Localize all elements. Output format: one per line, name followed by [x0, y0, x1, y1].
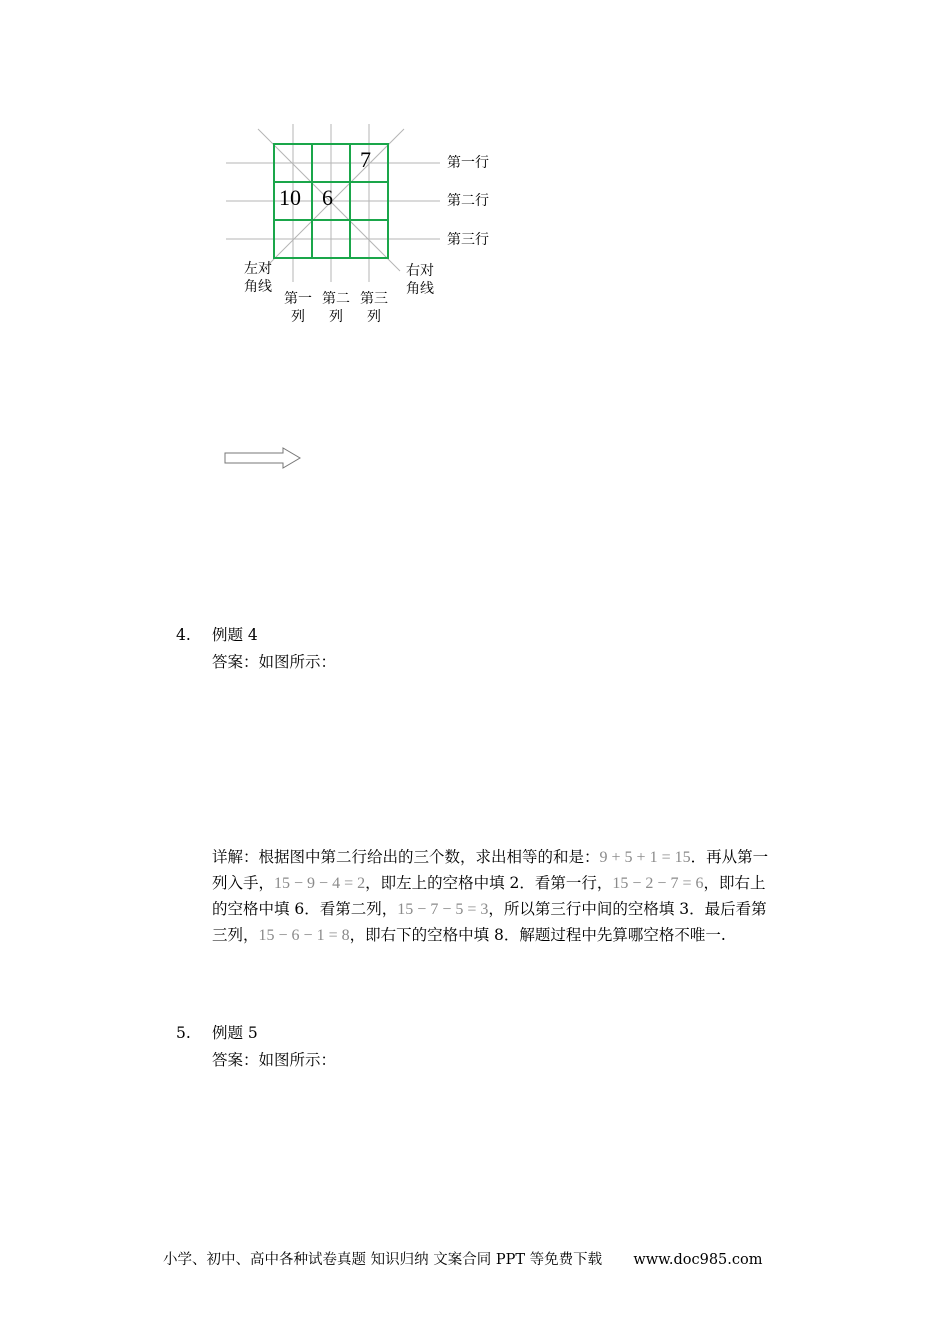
- right-diagonal-label: 右对 角线: [406, 263, 434, 297]
- col-label-2: 第二 列: [322, 291, 350, 325]
- cell-r2c2: 6: [322, 185, 333, 210]
- section4-number: 4.: [176, 626, 191, 644]
- section5-answer: 答案：如图所示：: [212, 1051, 337, 1069]
- magic-square-diagram: [0, 0, 950, 360]
- right-arrow-icon: [220, 444, 306, 472]
- equation-3: 15 − 2 − 7 = 6: [612, 875, 704, 892]
- row-label-3: 第三行: [447, 232, 489, 248]
- equation-5: 15 − 6 − 1 = 8: [258, 927, 350, 944]
- section5-title: 例题 5: [212, 1024, 258, 1042]
- row-label-1: 第一行: [447, 155, 489, 171]
- footer-url[interactable]: www.doc985.com: [633, 1252, 763, 1268]
- cell-r1c3: 7: [360, 147, 371, 172]
- col-label-1: 第一 列: [284, 291, 312, 325]
- page-footer: [163, 1248, 762, 1269]
- col-label-3: 第三 列: [360, 291, 388, 325]
- detail-line-3: 的空格中填 6．看第二列，15 − 7 − 5 = 3，所以第三行中间的空格填 3．最后看第: [212, 900, 767, 918]
- equation-4: 15 − 7 − 5 = 3: [397, 901, 489, 918]
- detail-line-1: 详解：根据图中第二行给出的三个数，求出相等的和是：9 + 5 + 1 = 15．再从第一: [212, 848, 769, 866]
- section5-number: 5.: [176, 1024, 191, 1042]
- section4-title: 例题 4: [212, 626, 258, 644]
- left-diagonal-label: 左对 角线: [244, 261, 272, 295]
- equation-1: 9 + 5 + 1 = 15: [599, 849, 691, 866]
- diagram-lines: [0, 0, 950, 360]
- section4-answer: 答案：如图所示：: [212, 653, 337, 671]
- footer-text: 小学、初中、高中各种试卷真题 知识归纳 文案合同 PPT 等免费下载: [163, 1252, 603, 1268]
- cell-r2c1: 10: [279, 185, 301, 210]
- detail-line-4: 三列，15 − 6 − 1 = 8，即右下的空格中填 8．解题过程中先算哪空格不唯一.: [212, 926, 726, 944]
- detail-line-2: 列入手，15 − 9 − 4 = 2，即左上的空格中填 2．看第一行，15 − 2 − 7 = 6，即右上: [212, 874, 766, 892]
- row-label-2: 第二行: [447, 193, 489, 209]
- equation-2: 15 − 9 − 4 = 2: [274, 875, 366, 892]
